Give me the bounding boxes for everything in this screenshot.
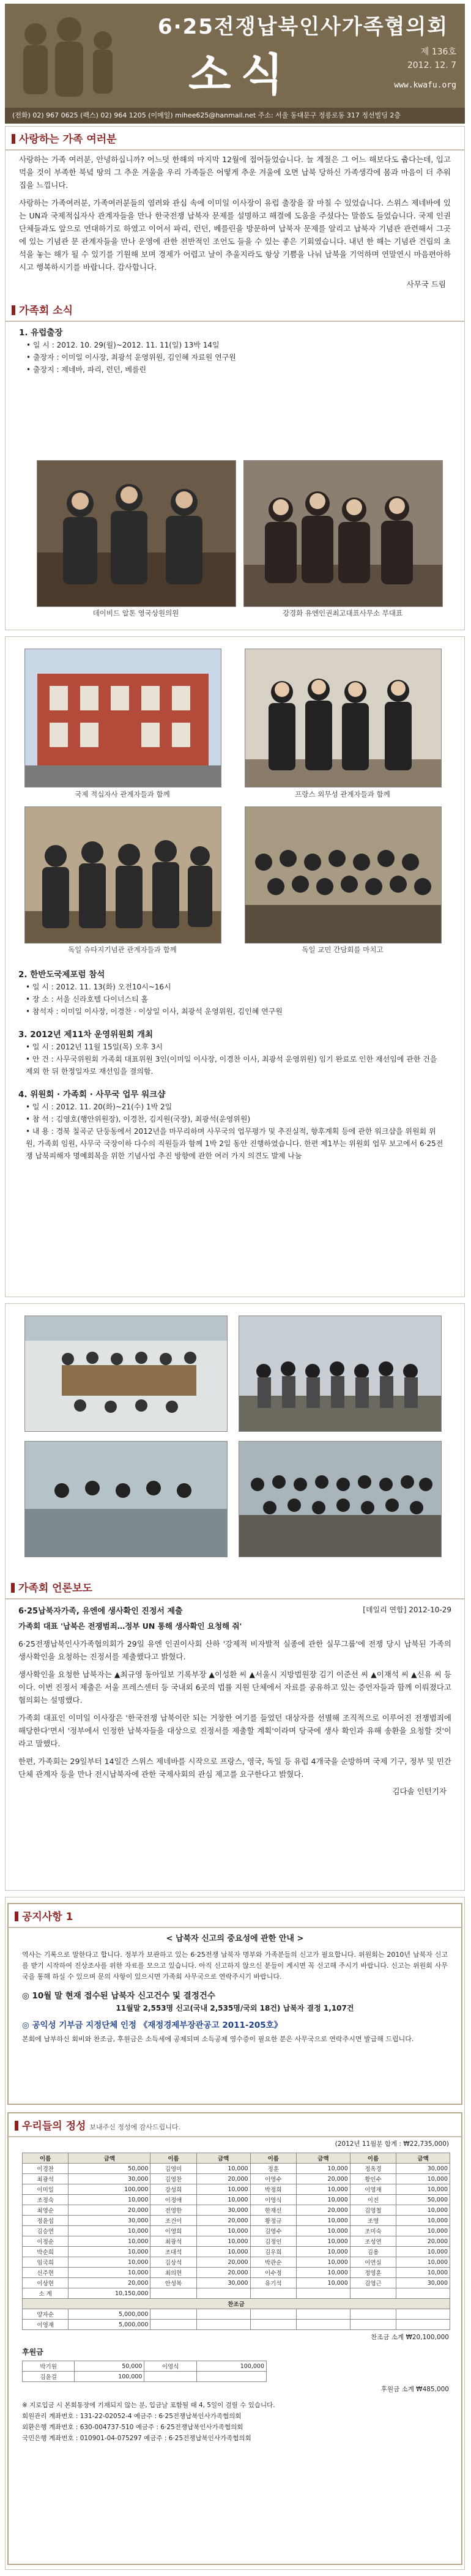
table-cell: 조건이 [150,2216,196,2226]
table-cell: 20,000 [296,2205,350,2216]
news-item-heading: 3. 2012년 제11차 운영위원회 개최 [18,1030,154,1040]
table-cell: 조성연 [350,2236,396,2247]
table-cell: 10,000 [296,2278,350,2288]
table-cell: 10,000 [69,2195,150,2205]
table-cell: 10,000 [196,2164,250,2174]
table-header-cell: 이름 [250,2153,296,2164]
table-cell: 10,000 [196,2247,250,2257]
donations-box [7,2112,462,2565]
table-cell: 이영식 [144,2361,196,2372]
table-header-cell: 금액 [69,2153,150,2164]
table-cell: 이영식 [250,2195,296,2205]
donations-support-total: 후원금 소계 ₩485,000 [380,2386,449,2393]
table-cell: 강성희 [150,2184,196,2195]
press-headline-row [5,1599,465,1617]
table-cell: 10,000 [296,2236,350,2247]
table-cell: 10,000 [69,2257,150,2268]
photo-caption: 국제 적십자사 관계자들과 함께 [75,790,170,798]
table-cell: 10,000 [396,2268,450,2278]
notice-subtitle: < 납북자 신고의 중요성에 관한 안내 > [166,1934,304,1943]
table-cell: 10,000 [296,2226,350,2236]
table-cell [150,2288,196,2299]
press-headline: 6·25납북자가족, 유엔에 생사확인 진정서 제출 [18,1607,183,1616]
notice-law-title: ◎ 공익성 기부금 지정단체 인정 《재정경제부장관공고 2011-205호》 [22,2020,283,2030]
table-cell: 최광석 [150,2236,196,2247]
table-cell: 30,000 [196,2205,250,2216]
table-cell: 20,000 [196,2257,250,2268]
newsletter-title: 소식 [188,49,294,100]
table-cell: 박관순 [250,2257,296,2268]
table-cell: 김승연 [23,2226,69,2236]
table-cell [150,2320,196,2330]
donations-period-total: (2012년 11월분 합계 : ₩22,735,000) [335,2140,449,2148]
table-cell [296,2320,350,2330]
news-item-line: • 일 시 : 2012. 11. 20(화)~21(수) 1박 2일 [26,1103,172,1111]
press-paragraph: 6·25전쟁납북인사가족협의회가 29일 유엔 인권이사회 산하 '강제적 비자발적 실종에 관한 실무그룹'에 전쟁 당시 납북된 가족의 생사확인을 요청하는 진정서를 제출했다고 밝혔다. [18,1639,451,1661]
table-cell: 이정순 [23,2236,69,2247]
press-paragraph: 생사확인을 요청한 납북자는 ▲최규영 동아일보 기록부장 ▲이성환 씨 ▲서울시 지방법원장 김기 이준선 씨 ▲이재석 씨 ▲신유 씨 등이다. 이번 진정서 제출은 서울 프레스센터 등 국내외 6곳의 법률 지원 단체에서 자료를 공유하고 있는 증언자들과 함께 이뤄졌다고 협의회는 설명했다. [18,1670,451,1705]
photo-workshop-2 [239,1316,442,1432]
photo-stasi [24,806,221,944]
press-source [363,1604,451,1616]
table-cell [196,2320,250,2330]
table-cell: 5,000,000 [69,2320,150,2330]
family-silhouette-illustration [11,10,133,102]
table-cell [144,2372,196,2382]
press-heading [5,1576,465,1599]
table-row [23,2236,450,2247]
table-cell: 20,000 [196,2268,250,2278]
photo-workshop-3 [24,1441,228,1557]
press-date: 2012-10-29 [409,1606,451,1614]
table-cell: 안성복 [150,2278,196,2288]
table-header-cell: 찬조금 [23,2299,450,2309]
table-cell [250,2320,296,2330]
table-cell: 이영수 [250,2174,296,2184]
greeting-heading [6,127,464,151]
donations-footer-title: 후원금 [22,2348,43,2356]
table-cell: 김우희 [250,2247,296,2257]
table-cell: 50,000 [75,2361,144,2372]
table-cell: 박순희 [23,2247,69,2257]
table-cell: 10,000 [196,2226,250,2236]
table-cell [196,2372,266,2382]
newsletter-header [5,4,465,124]
news-item-line: • 참 석 : 김영호(행안위원장), 이경찬, 김지원(국장), 최광석(운영위원) [26,1115,251,1123]
table-cell: 박정희 [250,2184,296,2195]
table-cell: 20,000 [196,2174,250,2184]
table-header-cell: 금액 [396,2153,450,2164]
notice-stat-title: ◎ 10월 말 현재 접수된 납북자 신고건수 및 결정건수 [22,1991,215,2001]
press-lead: 가족회 대표 '납북은 전쟁범죄…정부 UN 통해 생사확인 요청해 줘' [18,1621,242,1631]
table-cell: 10,000 [396,2184,450,2195]
table-cell: 10,150,000 [69,2288,150,2299]
table-cell: 한재선 [250,2205,296,2216]
table-cell [350,2320,396,2330]
table-row [23,2226,450,2236]
press-paragraph: 가족회 대표인 이미일 이사장은 '한국전쟁 납북이란 되는 거창한 여기를 들었던 대상자를 선별해 조직적으로 이루어진 전쟁범죄에 해당한다'면서 '정부에서 인정한 납북자들을 대상으로 진정서를 제출할 계획'이라며 당국에 생사 확인과 유해 송환을 요청할 것'이라고 말했다. [18,1713,451,1748]
table-row [23,2361,267,2372]
table-cell [396,2320,450,2330]
photo-france [245,649,442,787]
news-heading [6,298,464,322]
table-cell [296,2309,350,2320]
table-cell: 김영미 [150,2164,196,2174]
table-cell: 정영훈 [350,2268,396,2278]
photo-alton [37,460,236,607]
table-cell [196,2288,250,2299]
donations-support-body [23,2361,267,2382]
org-title: 6·25전쟁납북인사가족협의회 [158,15,449,39]
news-items-continued [5,964,465,1162]
table-cell: 10,000 [69,2226,150,2236]
table-cell: 10,000 [196,2236,250,2247]
table-cell: 10,000 [296,2164,350,2174]
table-cell [396,2288,450,2299]
table-header-cell: 금액 [196,2153,250,2164]
donations-support-table [22,2361,267,2382]
greeting-paragraph: 사랑하는 가족여러분, 가족여러분들의 염려와 관심 속에 이미일 이사장이 유럽 출장을 잘 마칠 수 있었습니다. 스위스 제네바에 있는 UN과 국제적십자사 관계자들을 만나 한국전쟁 납북자 문제를 설명하고 해결에 도움을 주셨다는 말씀도 들었습니다. 국제 인권 단체들과도 앞으로 연대하기로 하였고 이어서 파리, 런던, 베를린을 방문하여 납북자 문제를 알리고 납북자 기념관 관련해서 그곳에 있는 기념관 문 관계자들을 만나 운영에 관한 전반적인 조언도 들을 수 있는 좋은 기회였습니다. 내년 한 해는 기념관 건립의 초석을 놓는 해가 될 수 있기를 기원해 보며 경제가 어렵고 날이 추울지라도 항상 기쁨을 나눠 납북을 기억하며 연말연시 마음편아하시고 행복하시기를 바랍니다. 감사합니다. [19,198,451,272]
issue-number: 제 136호 [420,47,456,57]
table-cell: 황정규 [250,2216,296,2226]
table-row [23,2184,450,2195]
table-cell: 10,000 [196,2195,250,2205]
table-cell: 10,000 [396,2205,450,2216]
table-cell [350,2288,396,2299]
news-item-line: • 출장지 : 제네바, 파리, 런던, 베를린 [26,365,147,374]
table-cell: 이상현 [23,2278,69,2288]
donations-donation-total: 찬조금 소계 ₩20,100,000 [371,2334,449,2341]
table-cell: 30,000 [69,2174,150,2184]
table-cell: 50,000 [396,2195,450,2205]
table-subtotal-row [23,2288,450,2299]
table-cell: 10,000 [296,2257,350,2268]
table-cell [350,2309,396,2320]
table-cell [196,2309,250,2320]
donations-subtitle: 보내주신 정성에 감사드립니다. [89,2123,181,2131]
table-cell [396,2309,450,2320]
table-cell: 10,000 [296,2195,350,2205]
table-header-cell: 금액 [296,2153,350,2164]
notice-box [7,1903,462,2105]
notice-heading [9,1904,461,1928]
table-row [23,2309,450,2320]
table-cell: 임국희 [23,2257,69,2268]
table-cell: 30,000 [396,2278,450,2288]
news-item-line: • 일 시 : 2012년 11월 15일(목) 오후 3시 [26,1043,163,1051]
table-cell: 10,000 [396,2257,450,2268]
press-paragraph: 한편, 가족회는 29일부터 14일간 스위스 제네바를 시작으로 프랑스, 영국, 독일 등 유럽 4개국을 순방하며 국제 기구, 정부 및 민간 단체 관계자 등을 만나 전시납북자에 관한 국제사회의 관심 제고를 요구한다고 밝혔다. [18,1757,451,1779]
table-cell: 20,000 [69,2278,150,2288]
bank-account: 외환은행 계좌번호 : 630-004737-510 예금주 : 6·25전쟁납북인사가족협의회 [22,2424,243,2431]
table-cell: 10,000 [69,2247,150,2257]
donations-notes [9,2396,461,2444]
table-cell: 조정숙 [23,2195,69,2205]
table-cell: 10,000 [396,2247,450,2257]
table-cell: 조미숙 [350,2226,396,2236]
table-cell: 김윤걸 [23,2372,75,2382]
photo-icrc [24,649,221,787]
photo-caption: 독일 교민 간담회를 마치고 [302,945,384,954]
press-title: 가족회 언론보도 [18,1582,92,1595]
donations-title: 우리들의 정성 [22,2120,86,2132]
greeting-title: 사랑하는 가족 여러분 [19,133,117,146]
table-cell: 황인수 [350,2174,396,2184]
table-cell: 30,000 [396,2164,450,2174]
table-cell: 이경찬 [23,2164,69,2174]
greeting-signature: 사무국 드림 [406,280,446,289]
table-row [23,2257,450,2268]
photo-workshop-4 [239,1441,442,1557]
table-cell: 5,000,000 [69,2309,150,2320]
table-cell: 10,000 [396,2216,450,2226]
photo-caption: 독일 슈타지기념관 관계자들과 함께 [68,945,177,954]
table-row [23,2216,450,2226]
table-cell: 양자순 [23,2309,69,2320]
table-cell: 김영철 [350,2205,396,2216]
bank-account: 국민은행 계좌번호 : 010901-04-075297 예금주 : 6·25전쟁납북인사가족협의회 [22,2435,251,2442]
table-header-cell: 이름 [23,2153,69,2164]
press-outlet: [데일리 연합] [363,1606,407,1614]
table-cell: 10,000 [296,2247,350,2257]
table-cell: 이정애 [150,2195,196,2205]
table-row [23,2195,450,2205]
table-cell: 20,000 [396,2236,450,2247]
table-cell: 100,000 [69,2184,150,2195]
table-row [23,2247,450,2257]
table-cell: 이수정 [250,2268,296,2278]
table-cell: 김정인 [250,2236,296,2247]
issue-date: 2012. 12. 7 [407,61,456,70]
donations-table-body [23,2164,450,2330]
table-cell: 김상석 [150,2257,196,2268]
table-cell: 10,000 [296,2184,350,2195]
table-header-cell: 이름 [150,2153,196,2164]
table-cell: 20,000 [196,2216,250,2226]
table-cell: 조대석 [150,2247,196,2257]
bank-note: ※ 지로입금 시 본회통장에 기재되지 않는 분, 입금날 포함될 때 4, 5일이 걸릴 수 있습니다. [22,2402,275,2409]
table-row [23,2164,450,2174]
table-cell: 30,000 [69,2216,150,2226]
photo-caption: 프랑스 외무성 관계자들과 함께 [295,790,390,798]
news-item-line: • 일 시 : 2012. 10. 29(월)~2012. 11. 11(일) 13박 14일 [26,341,220,349]
table-cell: 100,000 [75,2372,144,2382]
photo-caption: 데이비드 알톤 영국상원의원 [92,609,179,617]
table-cell: 10,000 [69,2268,150,2278]
news-title: 가족회 소식 [19,305,73,317]
table-row [23,2299,450,2309]
table-row [23,2278,450,2288]
photo-caption: 강경화 유엔인권최고대표사무소 부대표 [282,609,403,617]
table-cell [250,2309,296,2320]
table-row [23,2205,450,2216]
news-item-heading: 1. 유럽출장 [19,328,63,338]
photo-germany-meeting [245,806,442,944]
table-cell: 이영재 [350,2184,396,2195]
table-cell: 100,000 [196,2361,266,2372]
notice-body: 역사는 기록으로 말한다고 합니다. 정부가 보관하고 있는 6·25전쟁 납북자 명부와 가족분들의 신고가 필요합니다. 위원회는 2010년 납북자 신고를 받기 시작하여 진상조사를 위한 자료를 모으고 있습니다. 아직 신고하지 않으신 분들이 계시면 꼭 신고해 주시기 바랍니다. 신고는 위원회 사무국을 통해 하실 수 있으며 문의 사항이 있으시면 가족회 사무국으로 연락주시기 바랍니다. [22,1951,448,1981]
table-cell: 10,000 [296,2268,350,2278]
news-item-line: • 참석자 : 이미일 이사장, 이경찬 · 이상일 이사, 최광석 운영위원, 김인혜 연구원 [26,1007,283,1016]
table-cell: 10,000 [396,2174,450,2184]
website-link[interactable]: www.kwafu.org [394,81,456,90]
table-cell: 신주현 [23,2268,69,2278]
table-cell: 최의현 [150,2268,196,2278]
table-cell: 소 계 [23,2288,69,2299]
table-cell: 김영수 [250,2226,296,2236]
photo-kang [243,460,443,607]
news-item-line: • 일 시 : 2012. 11. 13(화) 오전10시~16시 [26,983,171,991]
notice-title: 공지사항 1 [22,1911,73,1923]
notice-stat-line: 11월말 2,553명 신고(국내 2,535명/국외 18건) 납북자 결정 1,107건 [116,2004,354,2012]
table-cell: 10,000 [396,2226,450,2236]
table-cell: 30,000 [196,2278,250,2288]
table-row [23,2268,450,2278]
table-cell: 최영순 [23,2205,69,2216]
table-cell: 정훈 [250,2164,296,2174]
news-item-line: • 장 소 : 서울 신라호텔 다이너스티 홀 [26,995,149,1003]
news-item-line: • 출장자 : 이미일 이사장, 최광석 운영위원, 김인혜 자료원 연구원 [26,353,236,362]
table-cell: 정옥경 [350,2164,396,2174]
table-cell: 50,000 [69,2164,150,2174]
news-item-line: • 내 용 : 경북 칠곡군 단둥동에서 2012년을 마무리하며 사무국의 업무평가 및 추진실적, 향후계획 등에 관한 워크샵을 위원회 위원, 가족회 임원, 사무국 국장이하 다수의 직원들과 함께 1박 2일 동안 진행하였습니다. 한편 제1부는 위원회 업무 보고에서 6·25전쟁 납북피해자 명예회복을 위한 기념사업 추진 방향에 관한 여러 가지 의견도 발제 나눔 [26,1127,443,1160]
issue-info [407,45,456,72]
news-item-line: • 안 건 : 사무국위원회 가족회 대표위원 3인(이미일 이사장, 이경찬 이사, 최광석 운영위원) 임기 완료로 인한 재선임에 관한 건을 제외 한 뒤 한정일자로 재선임을 결의함. [26,1055,437,1076]
table-cell: 이진 [350,2195,396,2205]
table-row [23,2372,267,2382]
donations-table-header [23,2153,450,2164]
table-row [23,2174,450,2184]
table-cell: 최광석 [23,2174,69,2184]
table-cell [150,2309,196,2320]
table-cell: 김영찬 [150,2174,196,2184]
donations-table [22,2153,450,2330]
photo-workshop-1 [24,1316,228,1432]
table-cell: 김영근 [350,2278,396,2288]
table-cell: 이영재 [23,2320,69,2330]
bank-account: 회원관리 계좌번호 : 131-22-02052-4 예금주 : 6·25전쟁납북인사가족협의회 [22,2413,242,2420]
table-cell: 정윤섭 [23,2216,69,2226]
table-cell: 10,000 [196,2184,250,2195]
press-byline: 김다솔 인턴기자 [392,1787,447,1796]
table-cell: 20,000 [296,2174,350,2184]
table-cell: 20,000 [69,2205,150,2216]
table-header-cell: 이름 [350,2153,396,2164]
contact-bar: (전화) 02) 967 0625 (팩스) 02) 964 1205 (이메일) mihee625@hanmail.net 주소: 서울 동대문구 정릉로동 317 정선빌딩 2층 [5,108,465,124]
table-cell: 10,000 [296,2216,350,2226]
press-section [5,1576,465,1799]
table-cell: 이연실 [350,2257,396,2268]
table-cell: 이영희 [150,2226,196,2236]
news-item-heading: 4. 위원회 · 가족회 · 사무국 업무 워크샵 [18,1090,166,1100]
donations-heading [9,2113,461,2137]
table-cell: 10,000 [69,2236,150,2247]
news-item-heading: 2. 한반도국제포럼 참석 [18,970,105,980]
table-cell: 전영한 [150,2205,196,2216]
table-row [23,2320,450,2330]
table-cell: 조영 [350,2216,396,2226]
greeting-paragraph: 사랑하는 가족 여러분, 안녕하십니까? 어느덧 한해의 마지막 12월에 접어들었습니다. 늘 계절은 그 어느 해보다도 춥다는데, 입고 먹을 것이 부족한 북녘 땅의 그 추운 겨울을 우리 가족들은 어떻게 추운 겨울에 오면 납북 당하신 가족생각에 몸과 마음이 더 추워집을 느낍니다. [19,155,451,190]
table-cell: 이미일 [23,2184,69,2195]
table-cell: 유기석 [250,2278,296,2288]
table-cell [250,2288,296,2299]
notice-law-body: 본회에 납부하신 회비와 찬조금, 후원금은 소득세에 공제되며 소득공제 영수증이 필요한 분은 사무국으로 연락주시면 발급해 드립니다. [22,2035,414,2043]
table-cell: 박기원 [23,2361,75,2372]
table-cell [296,2288,350,2299]
table-cell: 김용 [350,2247,396,2257]
